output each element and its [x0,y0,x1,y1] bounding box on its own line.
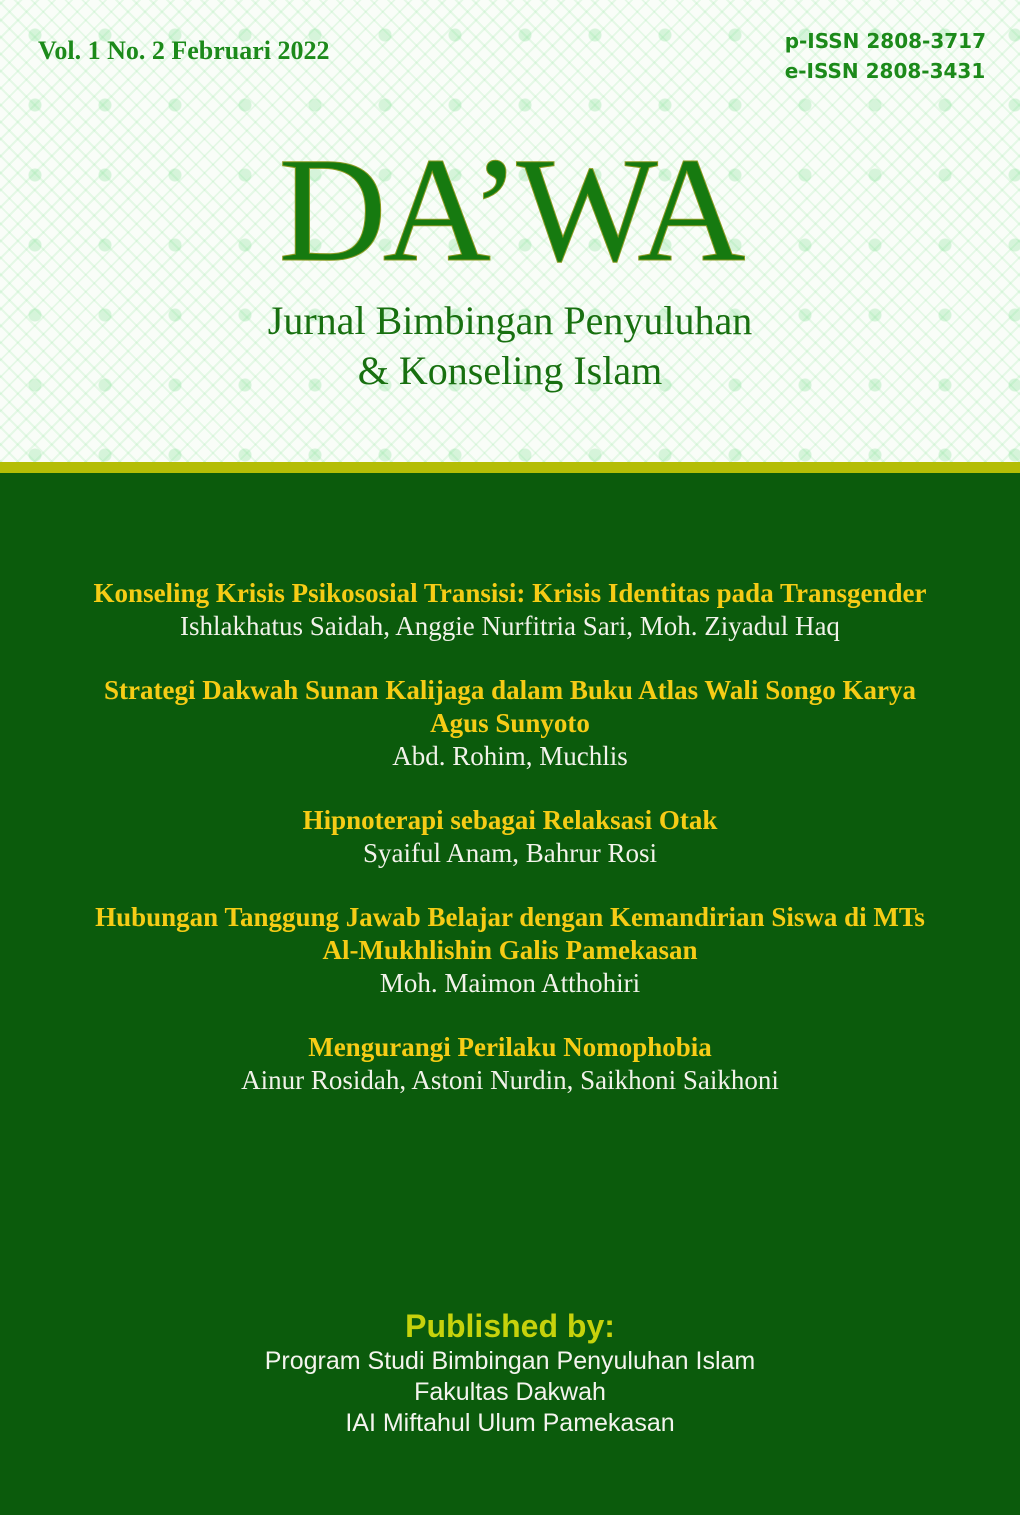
publisher-label: Published by: [405,1308,615,1344]
article-item [0,577,1020,643]
article-title: Hubungan Tanggung Jawab Belajar dengan Kemandirian Siswa di MTs Al-Mukhlishin Galis Pamekasan [95,902,925,965]
article-title: Hipnoterapi sebagai Relaksasi Otak [302,805,718,835]
journal-logo-title: DA’WA [278,127,742,293]
article-authors: Abd. Rohim, Muchlis [392,741,628,771]
article-title: Konseling Krisis Psikososial Transisi: Krisis Identitas pada Transgender [93,578,927,608]
article-authors: Syaiful Anam, Bahrur Rosi [363,838,657,868]
article-item [0,804,1020,870]
article-title: Strategi Dakwah Sunan Kalijaga dalam Buku Atlas Wali Songo Karya Agus Sunyoto [104,675,916,738]
article-item [0,1031,1020,1097]
publisher-block [0,1306,1020,1439]
subtitle-line-2: & Konseling Islam [357,348,663,393]
divider-band [0,462,1020,473]
article-authors: Moh. Maimon Atthohiri [379,968,641,998]
journal-subtitle [0,296,1020,396]
publisher-faculty: Fakultas Dakwah [414,1378,606,1406]
article-item [0,901,1020,1000]
p-issn: p-ISSN 2808-3717 [784,29,986,53]
article-list [0,577,1020,1128]
article-item [0,674,1020,773]
issn-block [785,26,986,86]
article-authors: Ainur Rosidah, Astoni Nurdin, Saikhoni Saikhoni [241,1065,779,1095]
volume-issue: Vol. 1 No. 2 Februari 2022 [38,36,330,65]
article-title: Mengurangi Perilaku Nomophobia [308,1032,712,1062]
publisher-program: Program Studi Bimbingan Penyuluhan Islam [264,1347,756,1375]
article-authors: Ishlakhatus Saidah, Anggie Nurfitria Sari, Moh. Ziyadul Haq [180,611,840,641]
publisher-institution: IAI Miftahul Ulum Pamekasan [345,1409,675,1437]
subtitle-line-1: Jurnal Bimbingan Penyuluhan [267,298,753,343]
e-issn: e-ISSN 2808-3431 [784,59,986,83]
